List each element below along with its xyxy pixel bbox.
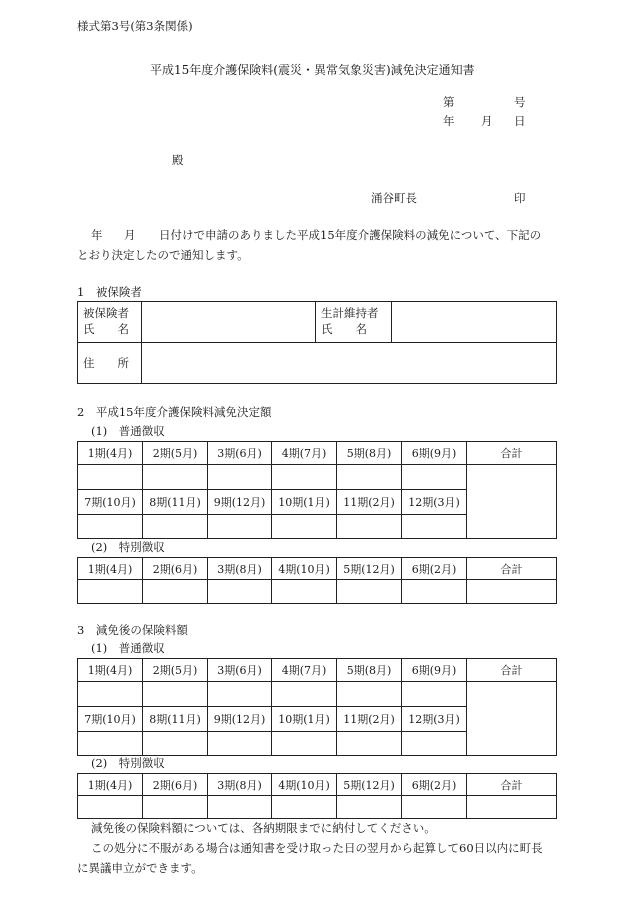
section-1-heading: 1 被保険者 [77,285,142,299]
period-header: 3期(8月) [208,774,272,796]
period-header: 9期(12月) [208,707,272,732]
period-header: 8期(11月) [143,490,208,515]
intro-month: 月 [124,228,136,242]
insured-label-line-1: 被保険者 [83,306,129,320]
amount-cell[interactable] [78,515,143,539]
period-header: 5期(8月) [337,442,402,465]
amount-cell[interactable] [272,465,337,490]
amount-cell[interactable] [208,732,272,756]
period-header: 8期(11月) [143,707,208,732]
date-label-month: 月 [481,114,493,128]
amount-cell[interactable] [337,796,402,819]
period-header: 12期(3月) [402,707,467,732]
period-header: 1期(4月) [78,558,143,580]
period-header: 6期(2月) [402,558,467,580]
amount-cell[interactable] [78,796,143,819]
amount-cell[interactable] [143,682,208,707]
section-2-ordinary-heading: (1) 普通徴収 [91,424,165,438]
amount-cell[interactable] [337,515,402,539]
period-header: 5期(12月) [337,558,402,580]
amount-cell[interactable] [143,732,208,756]
total-amount-cell[interactable] [467,796,557,819]
householder-label-line-1: 生計維持者 [321,306,379,320]
insured-person-table [77,301,557,384]
amount-cell[interactable] [337,580,402,604]
amount-cell[interactable] [337,465,402,490]
period-header: 7期(10月) [78,490,143,515]
insured-name-label [78,302,142,343]
section-2-special-heading: (2) 特別徴収 [91,540,165,554]
amount-cell[interactable] [272,732,337,756]
total-header: 合計 [467,442,557,465]
amount-cell[interactable] [337,682,402,707]
period-header: 5期(12月) [337,774,402,796]
section-2-heading: 2 平成15年度介護保険料減免決定額 [77,405,272,419]
number-label-dai: 第 [443,95,455,109]
householder-name-value[interactable] [392,302,557,343]
address-value[interactable] [142,343,557,384]
amount-cell[interactable] [402,796,467,819]
period-header: 6期(2月) [402,774,467,796]
intro-line-2: とおり決定したので通知します。 [77,248,249,262]
period-header: 3期(6月) [208,442,272,465]
amount-cell[interactable] [208,580,272,604]
period-header: 12期(3月) [402,490,467,515]
insured-name-value[interactable] [142,302,316,343]
document-title: 平成15年度介護保険料(震災・異常気象災害)減免決定通知書 [150,63,475,77]
householder-label-line-2: 氏 名 [321,321,367,336]
amount-cell[interactable] [78,580,143,604]
period-header: 1期(4月) [78,659,143,682]
amount-cell[interactable] [402,732,467,756]
reduction-special-table [77,557,557,604]
period-header: 4期(10月) [272,558,337,580]
total-header: 合計 [467,774,557,796]
period-header: 9期(12月) [208,490,272,515]
amount-cell[interactable] [78,732,143,756]
section-3-heading: 3 減免後の保険料額 [77,623,188,637]
period-header: 2期(5月) [143,659,208,682]
total-amount-cell[interactable] [467,580,557,604]
amount-cell[interactable] [402,682,467,707]
period-header: 6期(9月) [402,659,467,682]
post-reduction-ordinary-table [77,658,557,756]
total-amount-cell[interactable] [467,465,557,539]
period-header: 1期(4月) [78,442,143,465]
period-header: 1期(4月) [78,774,143,796]
issuer-name: 涌谷町長 [371,191,417,205]
amount-cell[interactable] [208,796,272,819]
seal-mark: 印 [514,191,526,205]
period-header: 6期(9月) [402,442,467,465]
amount-cell[interactable] [78,682,143,707]
addressee-honorific: 殿 [172,153,184,167]
period-header: 4期(10月) [272,774,337,796]
period-header: 2期(5月) [143,442,208,465]
period-header: 10期(1月) [272,707,337,732]
period-header: 2期(6月) [143,774,208,796]
period-header: 7期(10月) [78,707,143,732]
insured-label-line-2: 氏 名 [83,321,129,336]
footer-note-1: 減免後の保険料額については、各納期限までに納付してください。 [91,821,436,835]
total-amount-cell[interactable] [467,682,557,756]
period-header: 2期(6月) [143,558,208,580]
amount-cell[interactable] [143,796,208,819]
period-header: 10期(1月) [272,490,337,515]
amount-cell[interactable] [143,515,208,539]
amount-cell[interactable] [208,682,272,707]
period-header: 11期(2月) [337,490,402,515]
period-header: 3期(6月) [208,659,272,682]
total-header: 合計 [467,659,557,682]
address-label: 住 所 [78,343,142,384]
amount-cell[interactable] [337,732,402,756]
date-label-year: 年 [443,114,455,128]
period-header: 3期(8月) [208,558,272,580]
date-label-day: 日 [514,114,526,128]
intro-year: 年 [91,228,103,242]
footer-note-3: に異議申立ができます。 [77,861,203,875]
reduction-ordinary-table [77,441,557,539]
intro-line-1: 日付けで申請のありました平成15年度介護保険料の減免について、下記の [159,228,542,242]
section-3-ordinary-heading: (1) 普通徴収 [91,641,165,655]
amount-cell[interactable] [78,465,143,490]
amount-cell[interactable] [272,796,337,819]
amount-cell[interactable] [272,515,337,539]
section-3-special-heading: (2) 特別徴収 [91,756,165,770]
period-header: 5期(8月) [337,659,402,682]
amount-cell[interactable] [272,580,337,604]
form-number: 様式第3号(第3条関係) [77,19,193,33]
amount-cell[interactable] [143,580,208,604]
householder-name-label [316,302,392,343]
post-reduction-special-table [77,773,557,819]
amount-cell[interactable] [208,465,272,490]
number-label-go: 号 [514,95,526,109]
amount-cell[interactable] [208,515,272,539]
amount-cell[interactable] [143,465,208,490]
amount-cell[interactable] [272,682,337,707]
amount-cell[interactable] [402,580,467,604]
total-header: 合計 [467,558,557,580]
footer-note-2: この処分に不服がある場合は通知書を受け取った日の翌月から起算して60日以内に町長 [91,841,543,855]
period-header: 4期(7月) [272,659,337,682]
period-header: 4期(7月) [272,442,337,465]
period-header: 11期(2月) [337,707,402,732]
amount-cell[interactable] [402,465,467,490]
amount-cell[interactable] [402,515,467,539]
